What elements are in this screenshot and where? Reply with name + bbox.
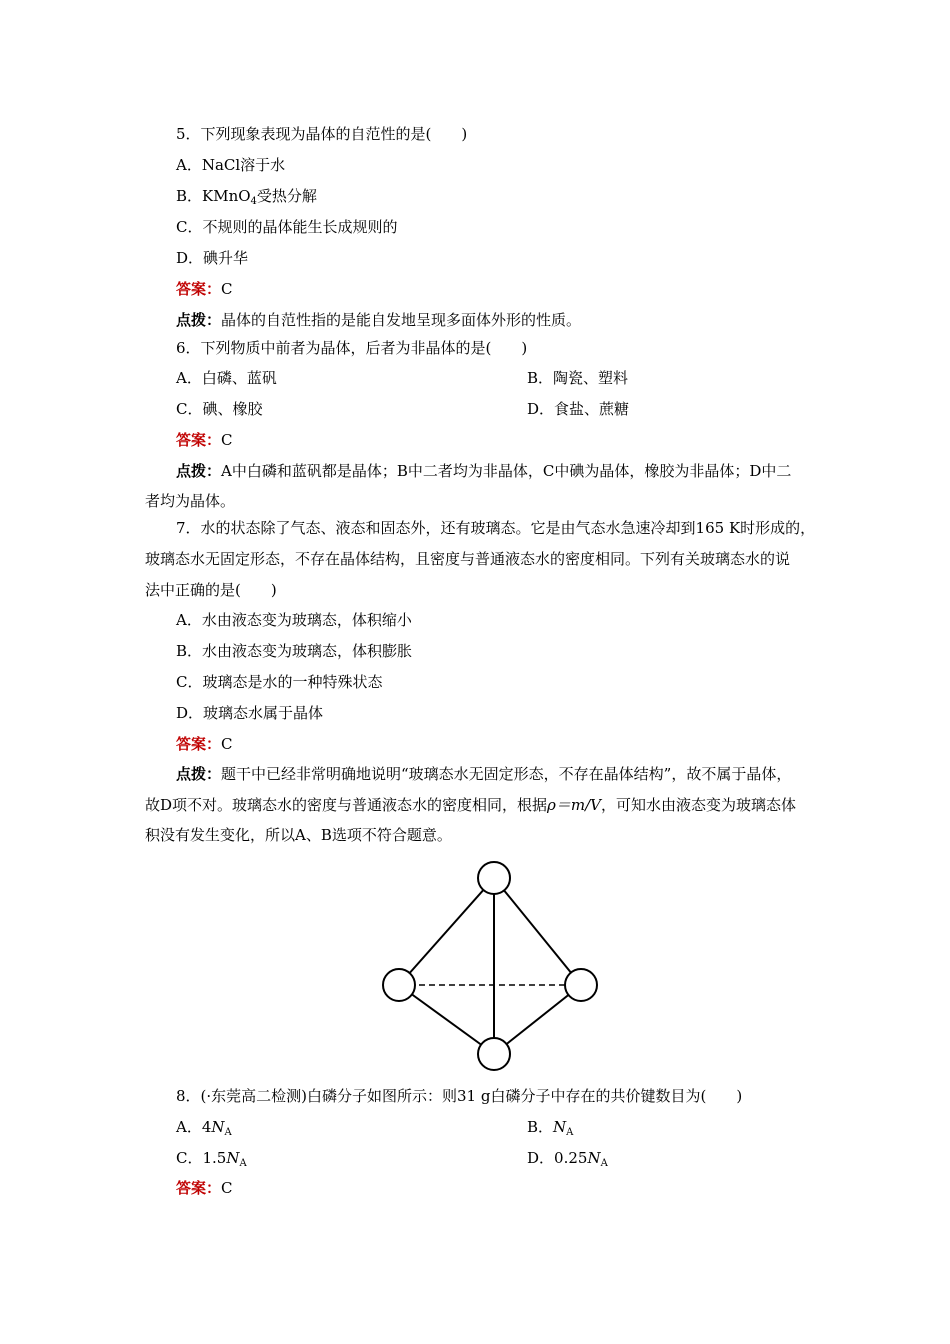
q7-stem-line2: 玻璃态水无固定形态，不存在晶体结构，且密度与普通液态水的密度相同。下列有关玻璃态水的说 [145,550,791,568]
q6-hint-cont: 者均为晶体。 [145,492,236,510]
q7-option-d: D．玻璃态水属于晶体 [176,704,324,722]
q7-option-a: A．水由液态变为玻璃态，体积缩小 [176,611,412,629]
q6-answer: 答案：C [176,431,233,449]
q7-stem-line3: 法中正确的是( ) [145,581,277,599]
q8-option-a: A．$4N_A$ [176,1118,232,1138]
q5-option-b: B．KMnO$_4$受热分解 [176,187,317,207]
q5-option-a: A．NaCl溶于水 [176,156,286,174]
q7-answer: 答案：C [176,735,233,753]
atom-right [565,969,597,1001]
q6-option-c: C．碘、橡胶 [176,400,263,418]
q6-option-a: A．白磷、蓝矾 [176,369,277,387]
bond-top-right [494,878,581,985]
q7-hint-line3: 积没有发生变化，所以A、B选项不符合题意。 [145,826,452,844]
q6-option-b: B．陶瓷、塑料 [527,369,629,387]
bond-top-left [399,878,494,985]
q8-stem: 8．(·东莞高二检测)白磷分子如图所示：则31 g白磷分子中存在的共价键数目为( ) [176,1087,743,1105]
q8-answer: 答案：C [176,1179,233,1197]
bond-left-bottom [399,985,494,1054]
q7-option-c: C．玻璃态是水的一种特殊状态 [176,673,383,691]
atom-top [478,862,510,894]
q5-option-c: C．不规则的晶体能生长成规则的 [176,218,398,236]
atom-left [383,969,415,1001]
q8-option-b: B．$N_A$ [527,1118,574,1138]
q5-answer: 答案：C [176,280,233,298]
q6-option-d: D．食盐、蔗糖 [527,400,630,418]
q5-option-d: D．碘升华 [176,249,249,267]
q7-hint: 点拨：题干中已经非常明确地说明“玻璃态水无固定形态，不存在晶体结构”，故不属于晶体， [176,765,792,783]
q6-stem: 6．下列物质中前者为晶体，后者为非晶体的是( ) [176,339,528,357]
q7-option-b: B．水由液态变为玻璃态，体积膨胀 [176,642,413,660]
q7-hint-line2: 故D项不对。玻璃态水的密度与普通液态水的密度相同，根据ρ＝m/V，可知水由液态变为玻璃态体 [145,796,796,814]
q8-option-c: C．$1.5N_A$ [176,1149,247,1169]
q6-hint: 点拨：A中白磷和蓝矾都是晶体；B中二者均为非晶体，C中碘为晶体，橡胶为非晶体；D中二 [176,462,792,480]
atom-bottom [478,1038,510,1070]
q5-hint: 点拨：晶体的自范性指的是能自发地呈现多面体外形的性质。 [176,311,582,329]
q8-option-d: D．$0.25N_A$ [527,1149,608,1169]
white-phosphorus-molecule-diagram [380,858,605,1078]
q7-stem: 7．水的状态除了气态、液态和固态外，还有玻璃态。它是由气态水急速冷却到165 K时形成的， [176,519,816,537]
q5-stem: 5．下列现象表现为晶体的自范性的是( ) [176,125,468,143]
